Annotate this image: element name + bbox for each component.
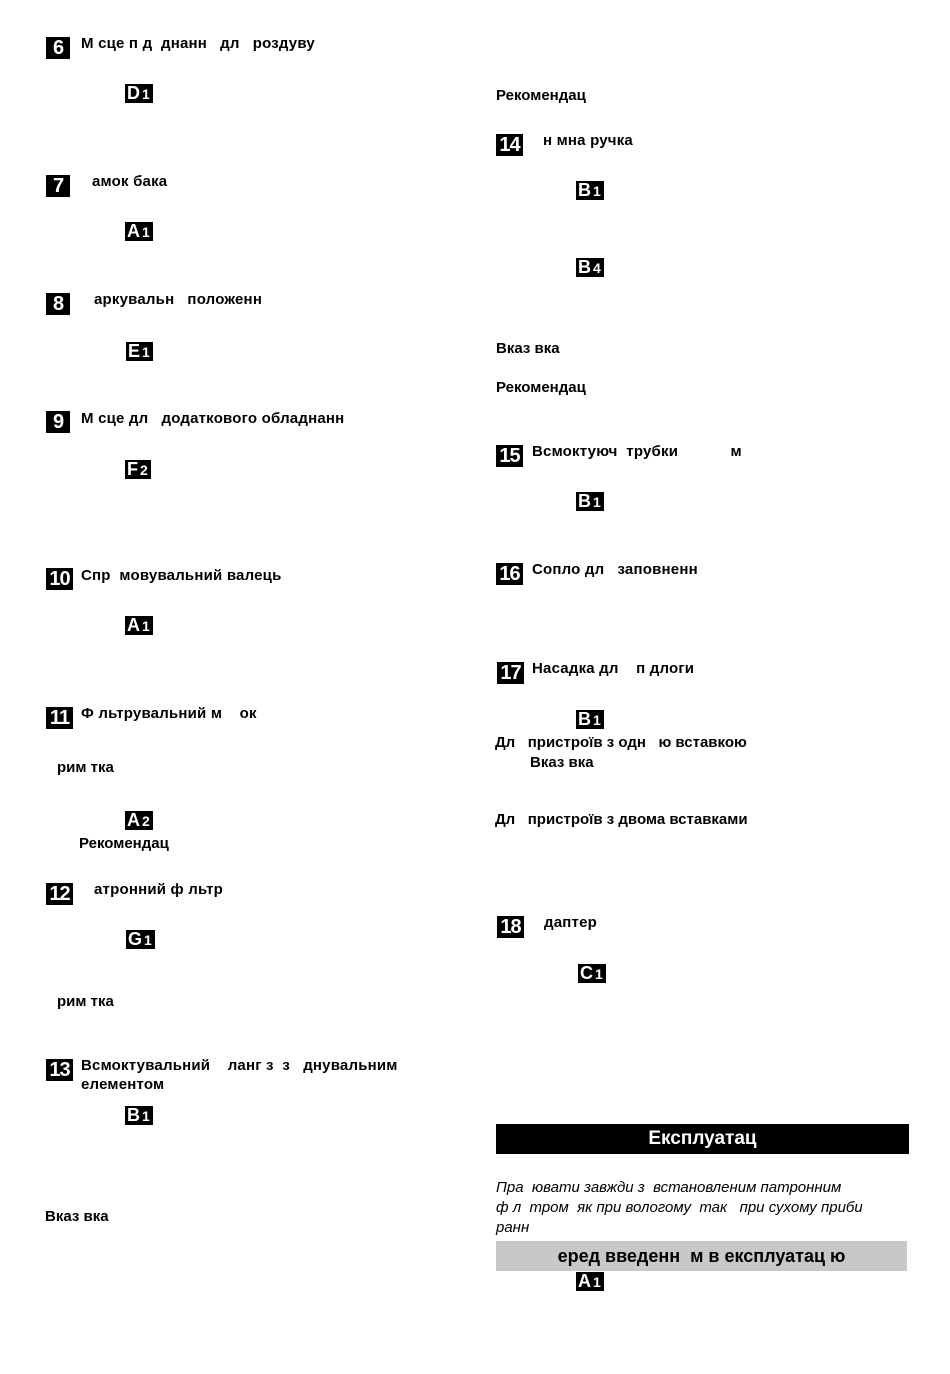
section-title-10: Спр мовувальний валець xyxy=(81,567,282,584)
figure-digit: 1 xyxy=(595,966,603,982)
figure-digit: 2 xyxy=(140,462,148,478)
note-label: Вказ вка xyxy=(496,340,560,357)
note-label: Вказ вка xyxy=(530,754,594,771)
section-number-13: 13 xyxy=(46,1059,73,1081)
figure-letter: A xyxy=(127,615,140,635)
section-title-11: Ф льтрувальний м ок xyxy=(81,705,257,722)
section-title-14: н мна ручка xyxy=(543,132,633,149)
section-number-12: 12 xyxy=(46,883,73,905)
double-insert-label: Дл пристроїв з двома вставками xyxy=(495,811,748,828)
figure-digit: 1 xyxy=(144,932,152,948)
figure-digit: 4 xyxy=(593,260,601,276)
note-text: рим тка xyxy=(57,759,114,776)
section-number-16: 16 xyxy=(496,563,523,585)
figure-ref xyxy=(576,1272,604,1291)
operation-note-line-2: ф л тром як при вологому так при сухому приби xyxy=(496,1199,863,1216)
section-title-15: Всмоктуюч трубки м xyxy=(532,443,742,460)
figure-letter: A xyxy=(578,1271,591,1291)
section-title-6: М сце п д днанн дл роздуву xyxy=(81,35,315,52)
figure-digit: 1 xyxy=(142,344,150,360)
figure-letter: A xyxy=(127,221,140,241)
recommendation-label: Рекомендац xyxy=(496,87,586,104)
section-number-15: 15 xyxy=(496,445,523,467)
section-number-18: 18 xyxy=(497,916,524,938)
section-number-9: 9 xyxy=(46,411,70,433)
section-title-8: аркувальн положенн xyxy=(94,291,263,308)
figure-ref xyxy=(576,258,604,277)
note-label: Вказ вка xyxy=(45,1208,109,1225)
figure-digit: 1 xyxy=(593,712,601,728)
figure-letter: B xyxy=(127,1105,140,1125)
subheading-before-startup: еред введенн м в експлуатац ю xyxy=(496,1241,907,1271)
figure-digit: 1 xyxy=(593,1274,601,1290)
section-title-16: Сопло дл заповненн xyxy=(532,561,698,578)
figure-letter: E xyxy=(128,341,141,361)
figure-ref xyxy=(576,710,604,729)
single-insert-label: Дл пристроїв з одн ю вставкою xyxy=(495,734,747,751)
section-number-14: 14 xyxy=(496,134,523,156)
section-title-13-cont: елементом xyxy=(81,1076,165,1093)
figure-ref xyxy=(125,460,151,479)
recommendation-label: Рекомендац xyxy=(79,835,169,852)
section-number-7: 7 xyxy=(46,175,70,197)
operation-note-line-1: Пра ювати завжди з встановленим патронним xyxy=(496,1179,842,1196)
section-title-9: М сце дл додаткового обладнанн xyxy=(81,410,345,427)
figure-letter: B xyxy=(578,257,591,277)
figure-digit: 2 xyxy=(142,813,150,829)
figure-ref xyxy=(125,811,153,830)
figure-letter: F xyxy=(127,459,138,479)
figure-ref xyxy=(125,1106,153,1125)
figure-ref xyxy=(125,84,153,103)
section-banner-operation: Експлуатац xyxy=(496,1124,909,1154)
figure-digit: 1 xyxy=(142,1108,150,1124)
figure-ref xyxy=(576,181,604,200)
figure-digit: 1 xyxy=(593,183,601,199)
recommendation-label: Рекомендац xyxy=(496,379,586,396)
figure-letter: A xyxy=(127,810,140,830)
figure-digit: 1 xyxy=(593,494,601,510)
section-number-8: 8 xyxy=(46,293,70,315)
section-number-10: 10 xyxy=(46,568,73,590)
figure-ref xyxy=(125,616,153,635)
note-text: рим тка xyxy=(57,993,114,1010)
figure-letter: D xyxy=(127,83,140,103)
figure-ref xyxy=(126,930,155,949)
section-number-6: 6 xyxy=(46,37,70,59)
figure-ref xyxy=(576,492,604,511)
figure-letter: B xyxy=(578,491,591,511)
section-number-17: 17 xyxy=(497,662,524,684)
figure-digit: 1 xyxy=(142,86,150,102)
section-number-11: 11 xyxy=(46,707,73,729)
figure-digit: 1 xyxy=(142,618,150,634)
figure-letter: C xyxy=(580,963,593,983)
figure-letter: G xyxy=(128,929,143,949)
figure-ref xyxy=(125,222,153,241)
figure-ref xyxy=(578,964,606,983)
figure-ref xyxy=(126,342,153,361)
section-title-17: Насадка дл п длоги xyxy=(532,660,695,677)
section-title-7: амок бака xyxy=(92,173,168,190)
figure-letter: B xyxy=(578,709,591,729)
figure-letter: B xyxy=(578,180,591,200)
section-title-13: Всмоктувальний ланг з з днувальним xyxy=(81,1057,398,1074)
figure-digit: 1 xyxy=(142,224,150,240)
operation-note-line-3: ранн xyxy=(496,1219,530,1236)
section-title-12: атронний ф льтр xyxy=(94,881,223,898)
section-title-18: даптер xyxy=(544,914,597,931)
